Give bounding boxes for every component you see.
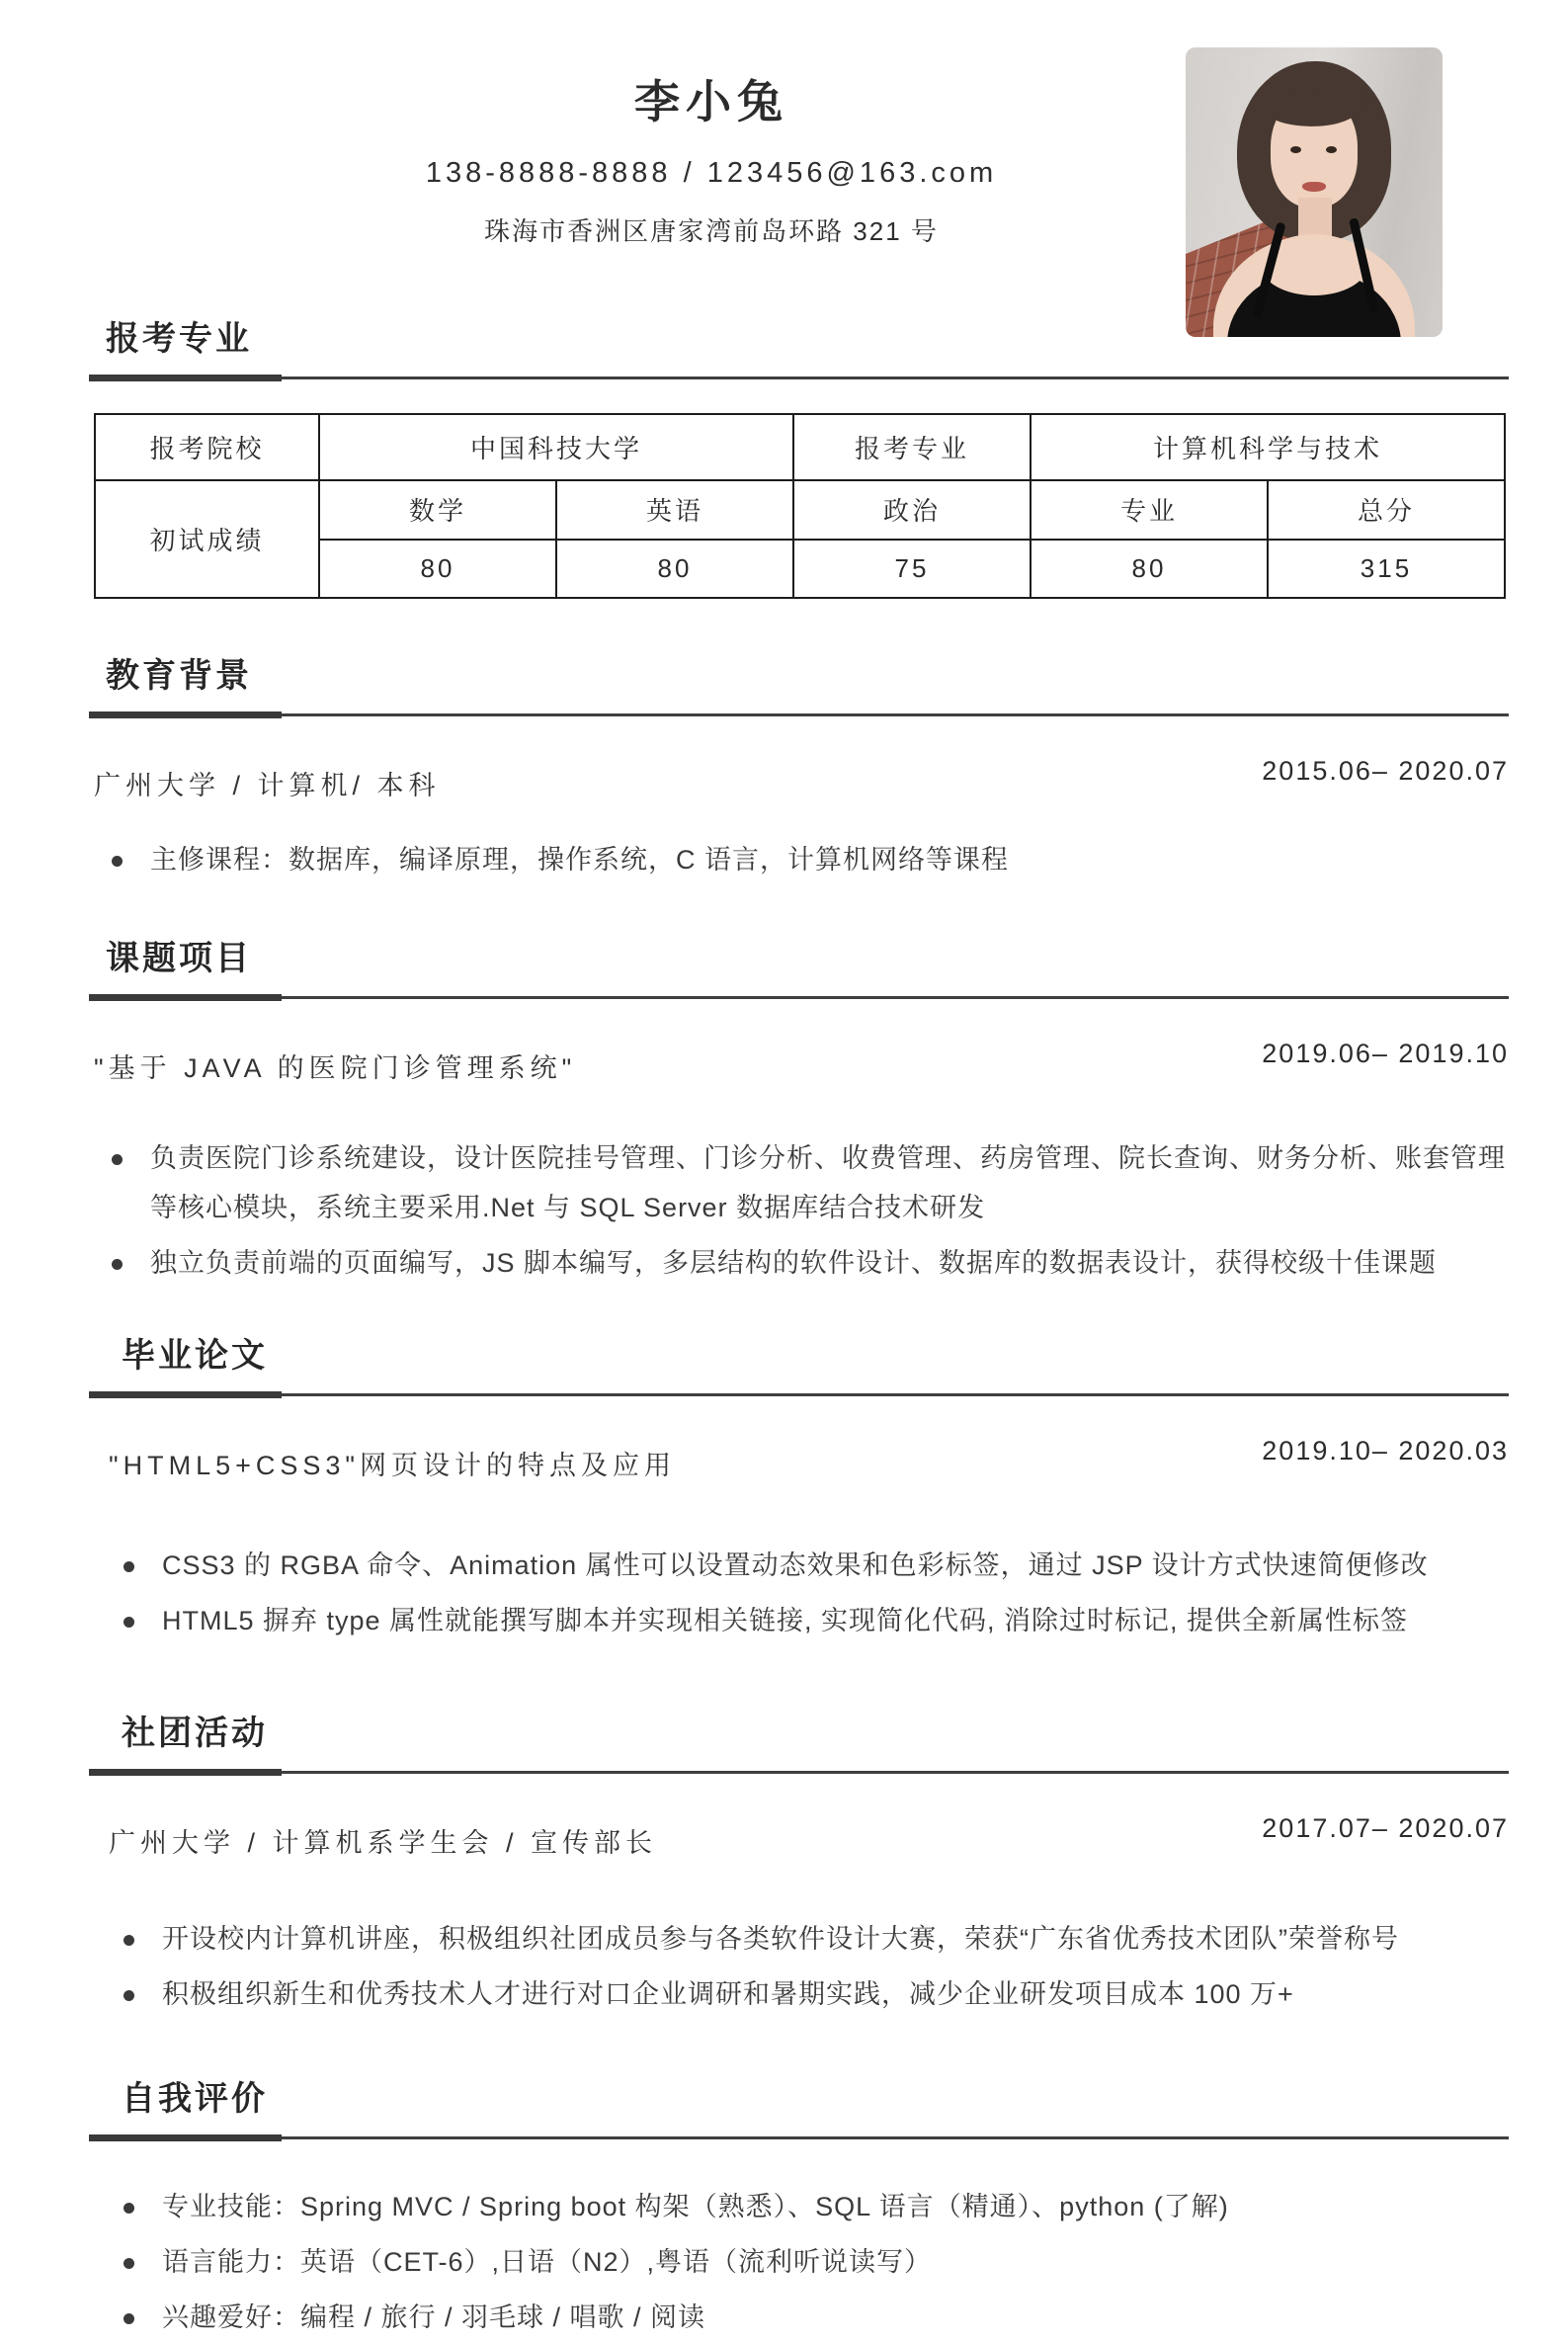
bullet-item: 主修课程：数据库，编译原理，操作系统，C 语言，计算机网络等课程 (94, 836, 1509, 885)
section-rule (89, 711, 1509, 718)
section-apply-major (94, 317, 1509, 599)
major-label-cell: 报考专业 (793, 414, 1031, 480)
club-entry: 广州大学 / 计算机系学生会 / 宣传部长 (109, 1828, 658, 1859)
subject-cell: 数学 (319, 480, 556, 540)
section-rule (89, 1391, 1509, 1398)
photo-left-eye (1290, 146, 1301, 153)
club-bullets (106, 1915, 1509, 2020)
section-rule (89, 1769, 1509, 1776)
section-project (94, 937, 1509, 1289)
section-title: 自我评价 (122, 2080, 268, 2119)
section-title: 社团活动 (122, 1714, 268, 1752)
major-cell: 计算机科学与技术 (1031, 414, 1505, 480)
section-title: 教育背景 (106, 656, 252, 695)
table-row (95, 480, 1505, 540)
bullet-item: 兴趣爱好：编程 / 旅行 / 羽毛球 / 唱歌 / 阅读 (106, 2294, 1509, 2343)
project-bullets (94, 1134, 1509, 1289)
section-club (94, 1712, 1509, 2020)
bullet-item: 负责医院门诊系统建设，设计医院挂号管理、门诊分析、收费管理、药房管理、院长查询、财务分析、账套管理等核心模块，系统主要采用.Net 与 SQL Server 数据库结合技术研发 (94, 1134, 1509, 1233)
bullet-item: CSS3 的 RGBA 命令、Animation 属性可以设置动态效果和色彩标签，通过 JSP 设计方式快速简便修改 (106, 1542, 1509, 1591)
bullet-item: 积极组织新生和优秀技术人才进行对口企业调研和暑期实践，减少企业研发项目成本 100 万+ (106, 1970, 1509, 2020)
project-entry: "基于 JAVA 的医院门诊管理系统" (94, 1053, 577, 1084)
score-label-cell: 初试成绩 (95, 480, 319, 598)
club-entry-row (94, 1811, 1509, 1860)
section-thesis (94, 1334, 1509, 1646)
thesis-entry: "HTML5+CSS3"网页设计的特点及应用 (109, 1451, 676, 1481)
section-title: 课题项目 (106, 939, 252, 977)
subject-cell: 专业 (1031, 480, 1268, 540)
education-date: 2015.06– 2020.07 (1262, 755, 1509, 786)
score-cell: 80 (556, 540, 793, 598)
bullet-item: 专业技能：Spring MVC / Spring boot 构架（熟悉）、SQL 语言（精通）、python (了解) (106, 2183, 1509, 2232)
address-line: 珠海市香洲区唐家湾前岛环路 321 号 (484, 215, 939, 246)
score-cell: 80 (1031, 540, 1268, 598)
project-entry-row (94, 1037, 1509, 1085)
contact-line: 138-8888-8888 / 123456@163.com (425, 156, 998, 189)
subject-cell: 政治 (793, 480, 1031, 540)
subject-cell: 总分 (1268, 480, 1505, 540)
thesis-entry-row (94, 1434, 1509, 1482)
profile-photo (1186, 47, 1443, 337)
education-bullets (94, 836, 1509, 885)
section-title: 报考专业 (106, 319, 252, 358)
self-evaluation-bullets (106, 2183, 1509, 2343)
photo-right-eye (1326, 146, 1337, 153)
bullet-item: HTML5 摒弃 type 属性就能撰写脚本并实现相关链接, 实现简化代码, 消除过时标记, 提供全新属性标签 (106, 1597, 1509, 1646)
education-entry-row (94, 754, 1509, 802)
subject-cell: 英语 (556, 480, 793, 540)
exam-score-table (94, 413, 1506, 599)
project-date: 2019.06– 2019.10 (1262, 1039, 1509, 1069)
school-cell: 中国科技大学 (319, 414, 793, 480)
section-rule (89, 375, 1509, 381)
thesis-bullets (106, 1542, 1509, 1646)
score-cell: 75 (793, 540, 1031, 598)
section-self-evaluation (94, 2077, 1509, 2343)
header-text-block (94, 77, 1329, 248)
resume-header (94, 0, 1509, 248)
section-rule (89, 2134, 1509, 2141)
education-entry: 广州大学 / 计算机/ 本科 (94, 770, 441, 800)
bullet-item: 独立负责前端的页面编写，JS 脚本编写，多层结构的软件设计、数据库的数据表设计，获得校级十佳课题 (94, 1239, 1509, 1289)
section-education (94, 654, 1509, 885)
section-title: 毕业论文 (122, 1336, 268, 1375)
candidate-name: 李小兔 (634, 76, 788, 127)
school-label-cell: 报考院校 (95, 414, 319, 480)
club-date: 2017.07– 2020.07 (1262, 1813, 1509, 1844)
bullet-item: 语言能力：英语（CET-6）,日语（N2）,粤语（流利听说读写） (106, 2238, 1509, 2288)
photo-lips (1302, 182, 1326, 192)
bullet-item: 开设校内计算机讲座，积极组织社团成员参与各类软件设计大赛，荣获“广东省优秀技术团队”荣誉称号 (106, 1915, 1509, 1965)
thesis-date: 2019.10– 2020.03 (1262, 1436, 1509, 1466)
score-cell: 315 (1268, 540, 1505, 598)
score-cell: 80 (319, 540, 556, 598)
section-rule (89, 994, 1509, 1001)
table-row (95, 414, 1505, 480)
